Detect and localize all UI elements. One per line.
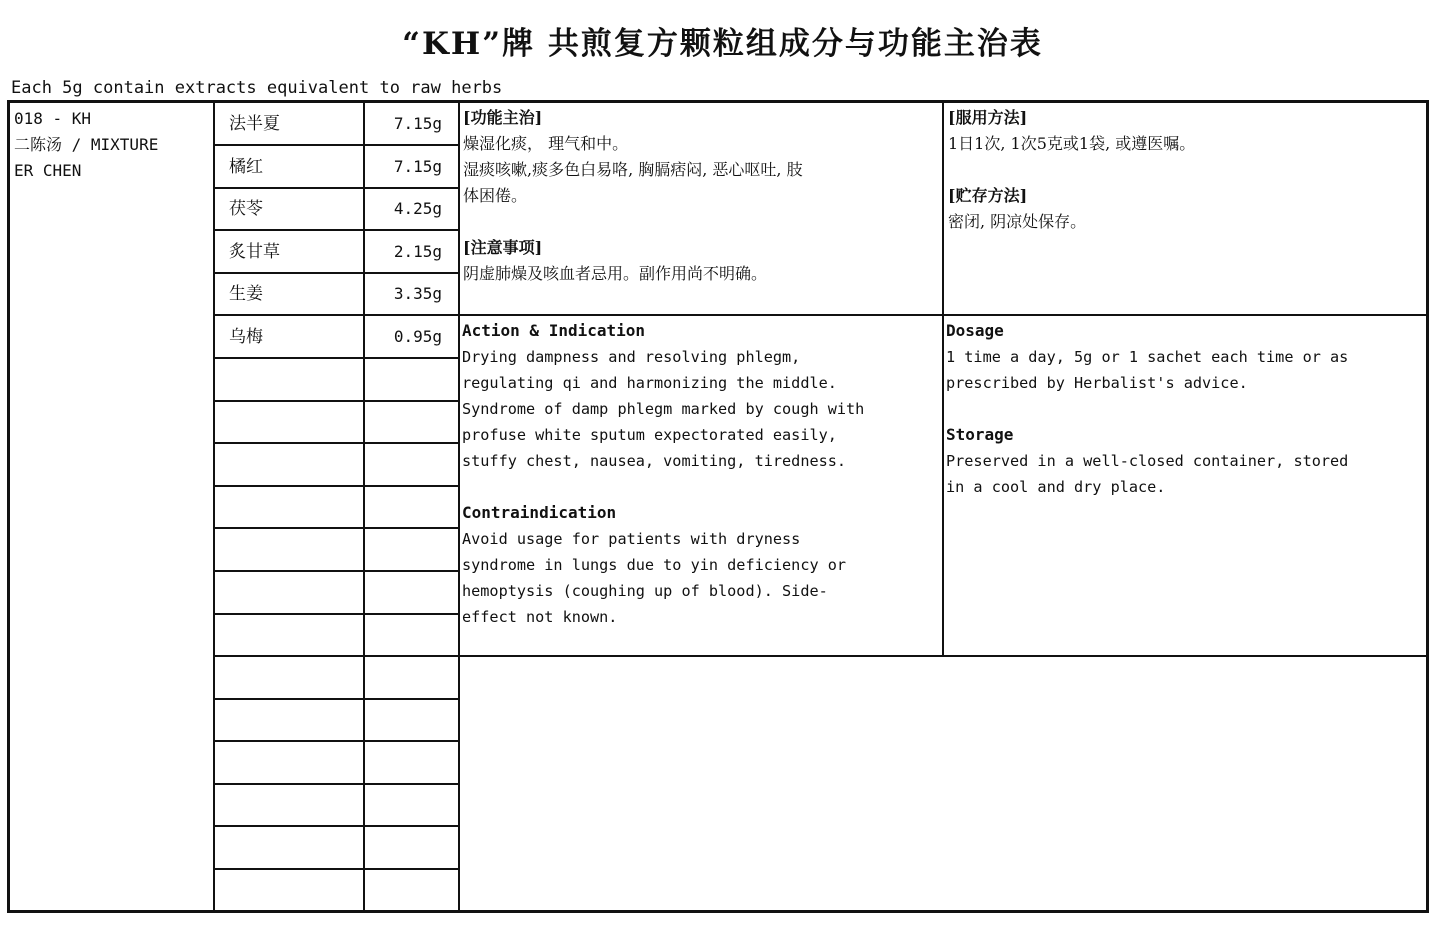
product-code: 018 - KH <box>14 109 92 128</box>
en-action-line: regulating qi and harmonizing the middle. <box>462 374 837 392</box>
cn-function-line: 体困倦。 <box>463 186 528 205</box>
cn-function-section <box>463 105 941 311</box>
cn-usage-section <box>948 105 1424 311</box>
page-title: “KH”牌 共煎复方颗粒组成分与功能主治表 <box>402 26 1043 62</box>
cn-function-line: 湿痰咳嗽,痰多色白易咯, 胸膈痞闷, 恶心呕吐, 肢 <box>463 160 803 179</box>
divider <box>213 103 215 910</box>
formula-table <box>7 100 1429 913</box>
divider <box>213 570 460 572</box>
en-contra-line: effect not known. <box>462 608 618 626</box>
herb-name: 橘红 <box>229 157 263 177</box>
divider <box>458 655 1426 657</box>
divider <box>942 103 944 655</box>
product-name-cn: 二陈汤 / MIXTURE <box>14 135 159 154</box>
en-storage-heading: Storage <box>946 425 1014 444</box>
cn-storage-line: 密闭, 阴凉处保存。 <box>948 212 1087 231</box>
product-name-en: ER CHEN <box>14 161 82 180</box>
herb-name: 炙甘草 <box>229 242 280 262</box>
cn-usage-line: 1日1次, 1次5克或1袋, 或遵医嘱。 <box>948 134 1196 153</box>
en-contra-line: hemoptysis (coughing up of blood). Side- <box>462 582 828 600</box>
divider <box>213 868 460 870</box>
herb-dose: 3.35g <box>393 284 442 303</box>
en-contra-heading: Contraindication <box>462 503 617 522</box>
cn-storage-heading: [贮存方法] <box>948 186 1028 205</box>
herb-name: 法半夏 <box>229 114 280 134</box>
en-contra-line: syndrome in lungs due to yin deficiency or <box>462 556 847 574</box>
cn-function-heading: [功能主治] <box>463 108 543 127</box>
divider <box>213 442 460 444</box>
divider <box>213 485 460 487</box>
en-dosage-line: prescribed by Herbalist's advice. <box>946 374 1248 392</box>
en-storage-line: Preserved in a well-closed container, stored <box>946 452 1349 470</box>
subtitle: Each 5g contain extracts equivalent to raw herbs <box>11 78 503 98</box>
en-action-line: stuffy chest, nausea, vomiting, tiredness. <box>462 452 847 470</box>
herb-name: 生姜 <box>229 284 263 304</box>
herb-dose: 7.15g <box>393 114 442 133</box>
divider <box>213 698 460 700</box>
herb-name: 乌梅 <box>229 327 263 347</box>
divider <box>213 400 460 402</box>
en-dosage-heading: Dosage <box>946 321 1004 340</box>
en-action-line: Syndrome of damp phlegm marked by cough with <box>462 400 865 418</box>
cn-function-line: 燥湿化痰， 理气和中。 <box>463 134 629 153</box>
en-action-heading: Action & Indication <box>462 321 646 340</box>
herb-dose: 7.15g <box>393 157 442 176</box>
cn-caution-line: 阴虚肺燥及咳血者忌用。副作用尚不明确。 <box>463 264 768 283</box>
divider <box>213 740 460 742</box>
en-dosage-line: 1 time a day, 5g or 1 sachet each time or as <box>946 348 1349 366</box>
en-dosage-section <box>946 318 1424 652</box>
herb-dose: 4.25g <box>393 199 442 218</box>
en-storage-line: in a cool and dry place. <box>946 478 1166 496</box>
cn-usage-heading: [服用方法] <box>948 108 1028 127</box>
cn-caution-heading: [注意事项] <box>463 238 543 257</box>
herb-dose: 0.95g <box>393 327 442 346</box>
divider <box>213 655 460 657</box>
divider <box>458 314 1426 316</box>
divider <box>458 103 460 910</box>
divider <box>213 527 460 529</box>
en-contra-line: Avoid usage for patients with dryness <box>462 530 801 548</box>
product-label <box>14 106 158 184</box>
herb-dose: 2.15g <box>393 242 442 261</box>
en-action-line: Drying dampness and resolving phlegm, <box>462 348 801 366</box>
herb-name: 茯苓 <box>229 199 263 219</box>
divider <box>213 783 460 785</box>
en-action-line: profuse white sputum expectorated easily, <box>462 426 837 444</box>
divider <box>213 825 460 827</box>
divider <box>213 613 460 615</box>
en-action-section <box>462 318 941 652</box>
